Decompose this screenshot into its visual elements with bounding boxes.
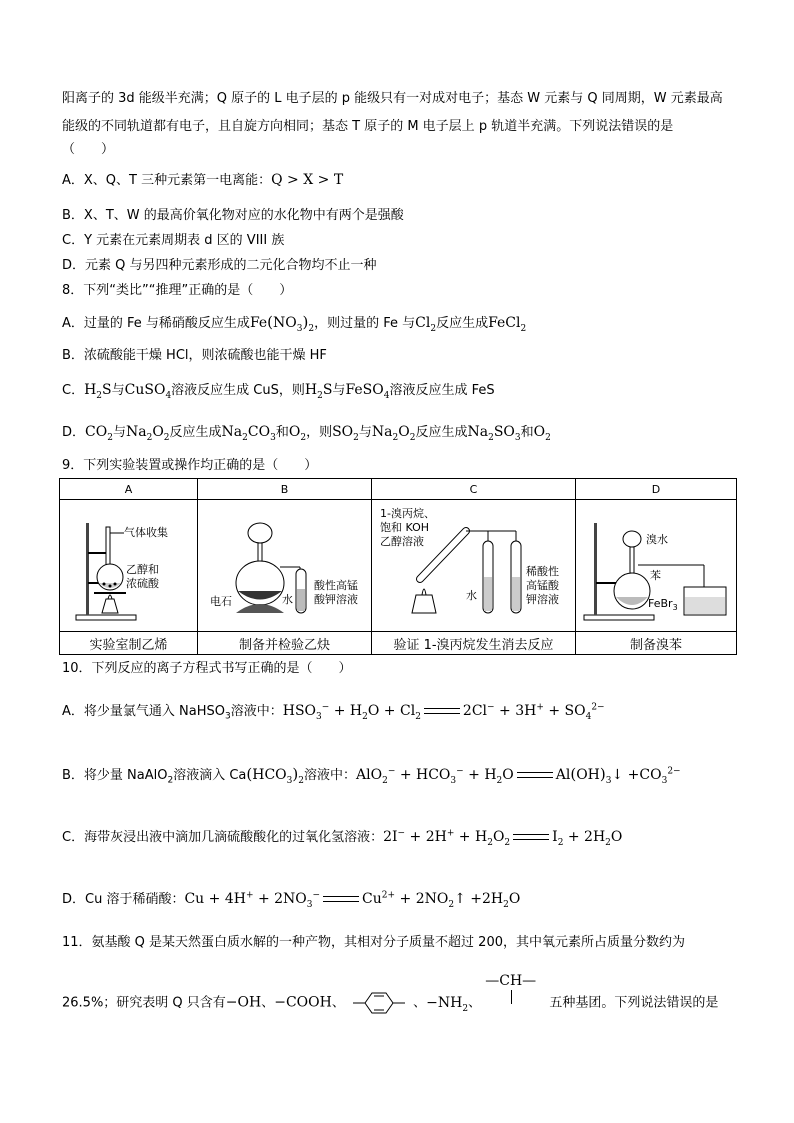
q8-a-formula3: FeCl$_2$ — [488, 315, 527, 334]
fig-a-liquid-label-2: 浓硫酸 — [125, 577, 159, 590]
ethylene-apparatus-figure — [64, 503, 194, 628]
fig-c-water-label: 水 — [465, 589, 477, 602]
q8-c-feso4: FeSO$_4$ — [345, 382, 390, 401]
fig-a-liquid-label-1: 乙醇和 — [125, 563, 159, 576]
q7-option-b: B．X、T、W 的最高价氧化物对应的水化物中有两个是强酸 — [62, 208, 404, 223]
figure-b-cell — [198, 500, 372, 632]
q8-a-text3: 反应生成 — [436, 316, 489, 331]
q8-c-h2s: $H_2S$ — [84, 382, 112, 401]
q8-c-h2s-2: $H_2S$ — [304, 382, 333, 401]
q11-group-cooh: −COOH — [274, 994, 332, 1011]
q7-line1: 阳离子的 3d 能级半充满；Q 原子的 L 电子层的 p 能级只有一对成对电子；基态 W 元素与 Q 同周期，W 元素最高 — [62, 91, 723, 106]
fig-c-solution-label-2: 高锰酸 — [525, 579, 559, 592]
table-caption-a: 实验室制乙烯 — [60, 632, 198, 655]
figure-a-cell — [60, 500, 198, 632]
fig-d-benzene-label: 苯 — [650, 569, 661, 582]
table-header-c: C — [372, 479, 576, 500]
q7-line2: 能级的不同轨道都有电子，且自旋方向相同；基态 T 原子的 M 电子层上 p 轨道半充满。下列说法错误的是 — [62, 119, 674, 134]
q11-group-ch: —CH— — [485, 994, 545, 1012]
q10-option-c: C．海带灰浸出液中滴加几滴硫酸酸化的过氧化氢溶液：$2I^- + 2H^+ + H_2O_2$ $I_2 + 2H_2O$ — [62, 828, 623, 848]
table-header-d: D — [576, 479, 737, 500]
fig-b-carbide-label: 电石 — [210, 595, 232, 608]
q11-line2: 26.5%；研究表明 Q 只含有−OH、−COOH、 、$-NH_2$、 —CH— 五种基团。下列说法错误的是 — [62, 988, 718, 1018]
fig-b-solution-label-2: 酸钾溶液 — [314, 593, 358, 606]
q8-stem: 8．下列“类比”“推理”正确的是（ ） — [62, 283, 293, 298]
q7-option-a-expr: Q > X > T — [271, 172, 344, 188]
fig-c-reagent-label-1: 1-溴丙烷、 — [379, 507, 435, 520]
q8-option-a — [62, 313, 526, 333]
table-header-b: B — [198, 479, 372, 500]
q7-option-a-text: A．X、Q、T 三种元素第一电离能： — [62, 173, 272, 188]
q11-group-oh: −OH — [225, 994, 262, 1011]
q10-option-d: D．Cu 溶于稀硝酸：$Cu + 4H^+ + 2NO_3^-$ $Cu^{2+}$ + $2NO_2↑ +2H_2O$ — [62, 890, 521, 910]
q10-option-b: B．将少量 NaAlO$_2$溶液滴入 $Ca(HCO_3)_2$溶液中：$AlO_2^- + HCO_3^- + H_2O$ $Al(OH)_3↓ +CO_3^{2-}$ — [62, 765, 681, 786]
q11-line1: 11．氨基酸 Q 是某天然蛋白质水解的一种产物，其相对分子质量不超过 200，其中氧元素所占质量分数约为 — [62, 935, 685, 950]
q7-blank: （ ） — [62, 142, 115, 157]
fig-c-solution-label-3: 钾溶液 — [525, 593, 559, 606]
fig-b-water-label: 水 — [282, 593, 293, 606]
table-caption-d: 制备溴苯 — [576, 632, 737, 655]
q7-option-a — [62, 171, 343, 190]
fig-c-solution-label-1: 稀酸性 — [525, 565, 559, 578]
q8-option-c: C．$H_2S$与CuSO$_4$溶液反应生成 CuS，则$H_2S$与FeSO$_4$溶液反应生成 FeS — [62, 382, 495, 401]
q7-option-c: C．Y 元素在元素周期表 d 区的 VIII 族 — [62, 233, 285, 248]
figure-c-cell — [372, 500, 576, 632]
fig-d-bromine-label: 溴水 — [646, 533, 668, 546]
q8-option-d: D．$CO_2$与$Na_2O_2$反应生成$Na_2CO_3$和$O_2$，则$SO_2$与$Na_2O_2$反应生成$Na_2SO_3$和$O_2$ — [62, 424, 551, 443]
acetylene-apparatus-figure — [202, 503, 367, 628]
q8-a-formula1: $Fe(NO_3)_2$ — [249, 313, 315, 334]
fig-c-reagent-label-2: 饱和 KOH — [379, 521, 429, 534]
elimination-apparatus-figure — [376, 503, 572, 628]
q8-c-cuso4: CuSO$_4$ — [124, 382, 172, 401]
q9-stem: 9．下列实验装置或操作均正确的是（ ） — [62, 458, 318, 473]
bromobenzene-apparatus-figure — [576, 503, 736, 628]
table-caption-b: 制备并检验乙炔 — [198, 632, 372, 655]
q8-a-text2: ，则过量的 Fe 与 — [314, 316, 416, 331]
q8-a-text1: A．过量的 Fe 与稀硝酸反应生成 — [62, 316, 250, 331]
q11-group-nh2: $-NH_2$ — [426, 994, 469, 1014]
table-header-a: A — [60, 479, 198, 500]
q10-option-a: A．将少量氯气通入 NaHSO$_3$溶液中：$HSO_3^- + H_2O + Cl_2$ $2Cl^- + 3H^+ + SO_4^{2-}$ — [62, 702, 605, 722]
fig-a-gas-label: 气体收集 — [123, 526, 168, 539]
fig-b-solution-label-1: 酸性高锰 — [314, 579, 358, 592]
q10-stem: 10．下列反应的离子方程式书写正确的是（ ） — [62, 661, 352, 676]
fig-d-catalyst-label: FeBr$_3$ — [648, 597, 678, 612]
phenyl-group-icon — [351, 988, 407, 1018]
table-caption-c: 验证 1-溴丙烷发生消去反应 — [372, 632, 576, 655]
q8-option-b: B．浓硫酸能干燥 HCl，则浓硫酸也能干燥 HF — [62, 348, 327, 363]
q7-option-d: D．元素 Q 与另四种元素形成的二元化合物均不止一种 — [62, 258, 377, 273]
fig-c-reagent-label-3: 乙醇溶液 — [379, 535, 424, 548]
q8-a-formula2: $Cl_2$ — [415, 315, 437, 334]
apparatus-table — [59, 478, 737, 655]
figure-d-cell — [576, 500, 737, 632]
